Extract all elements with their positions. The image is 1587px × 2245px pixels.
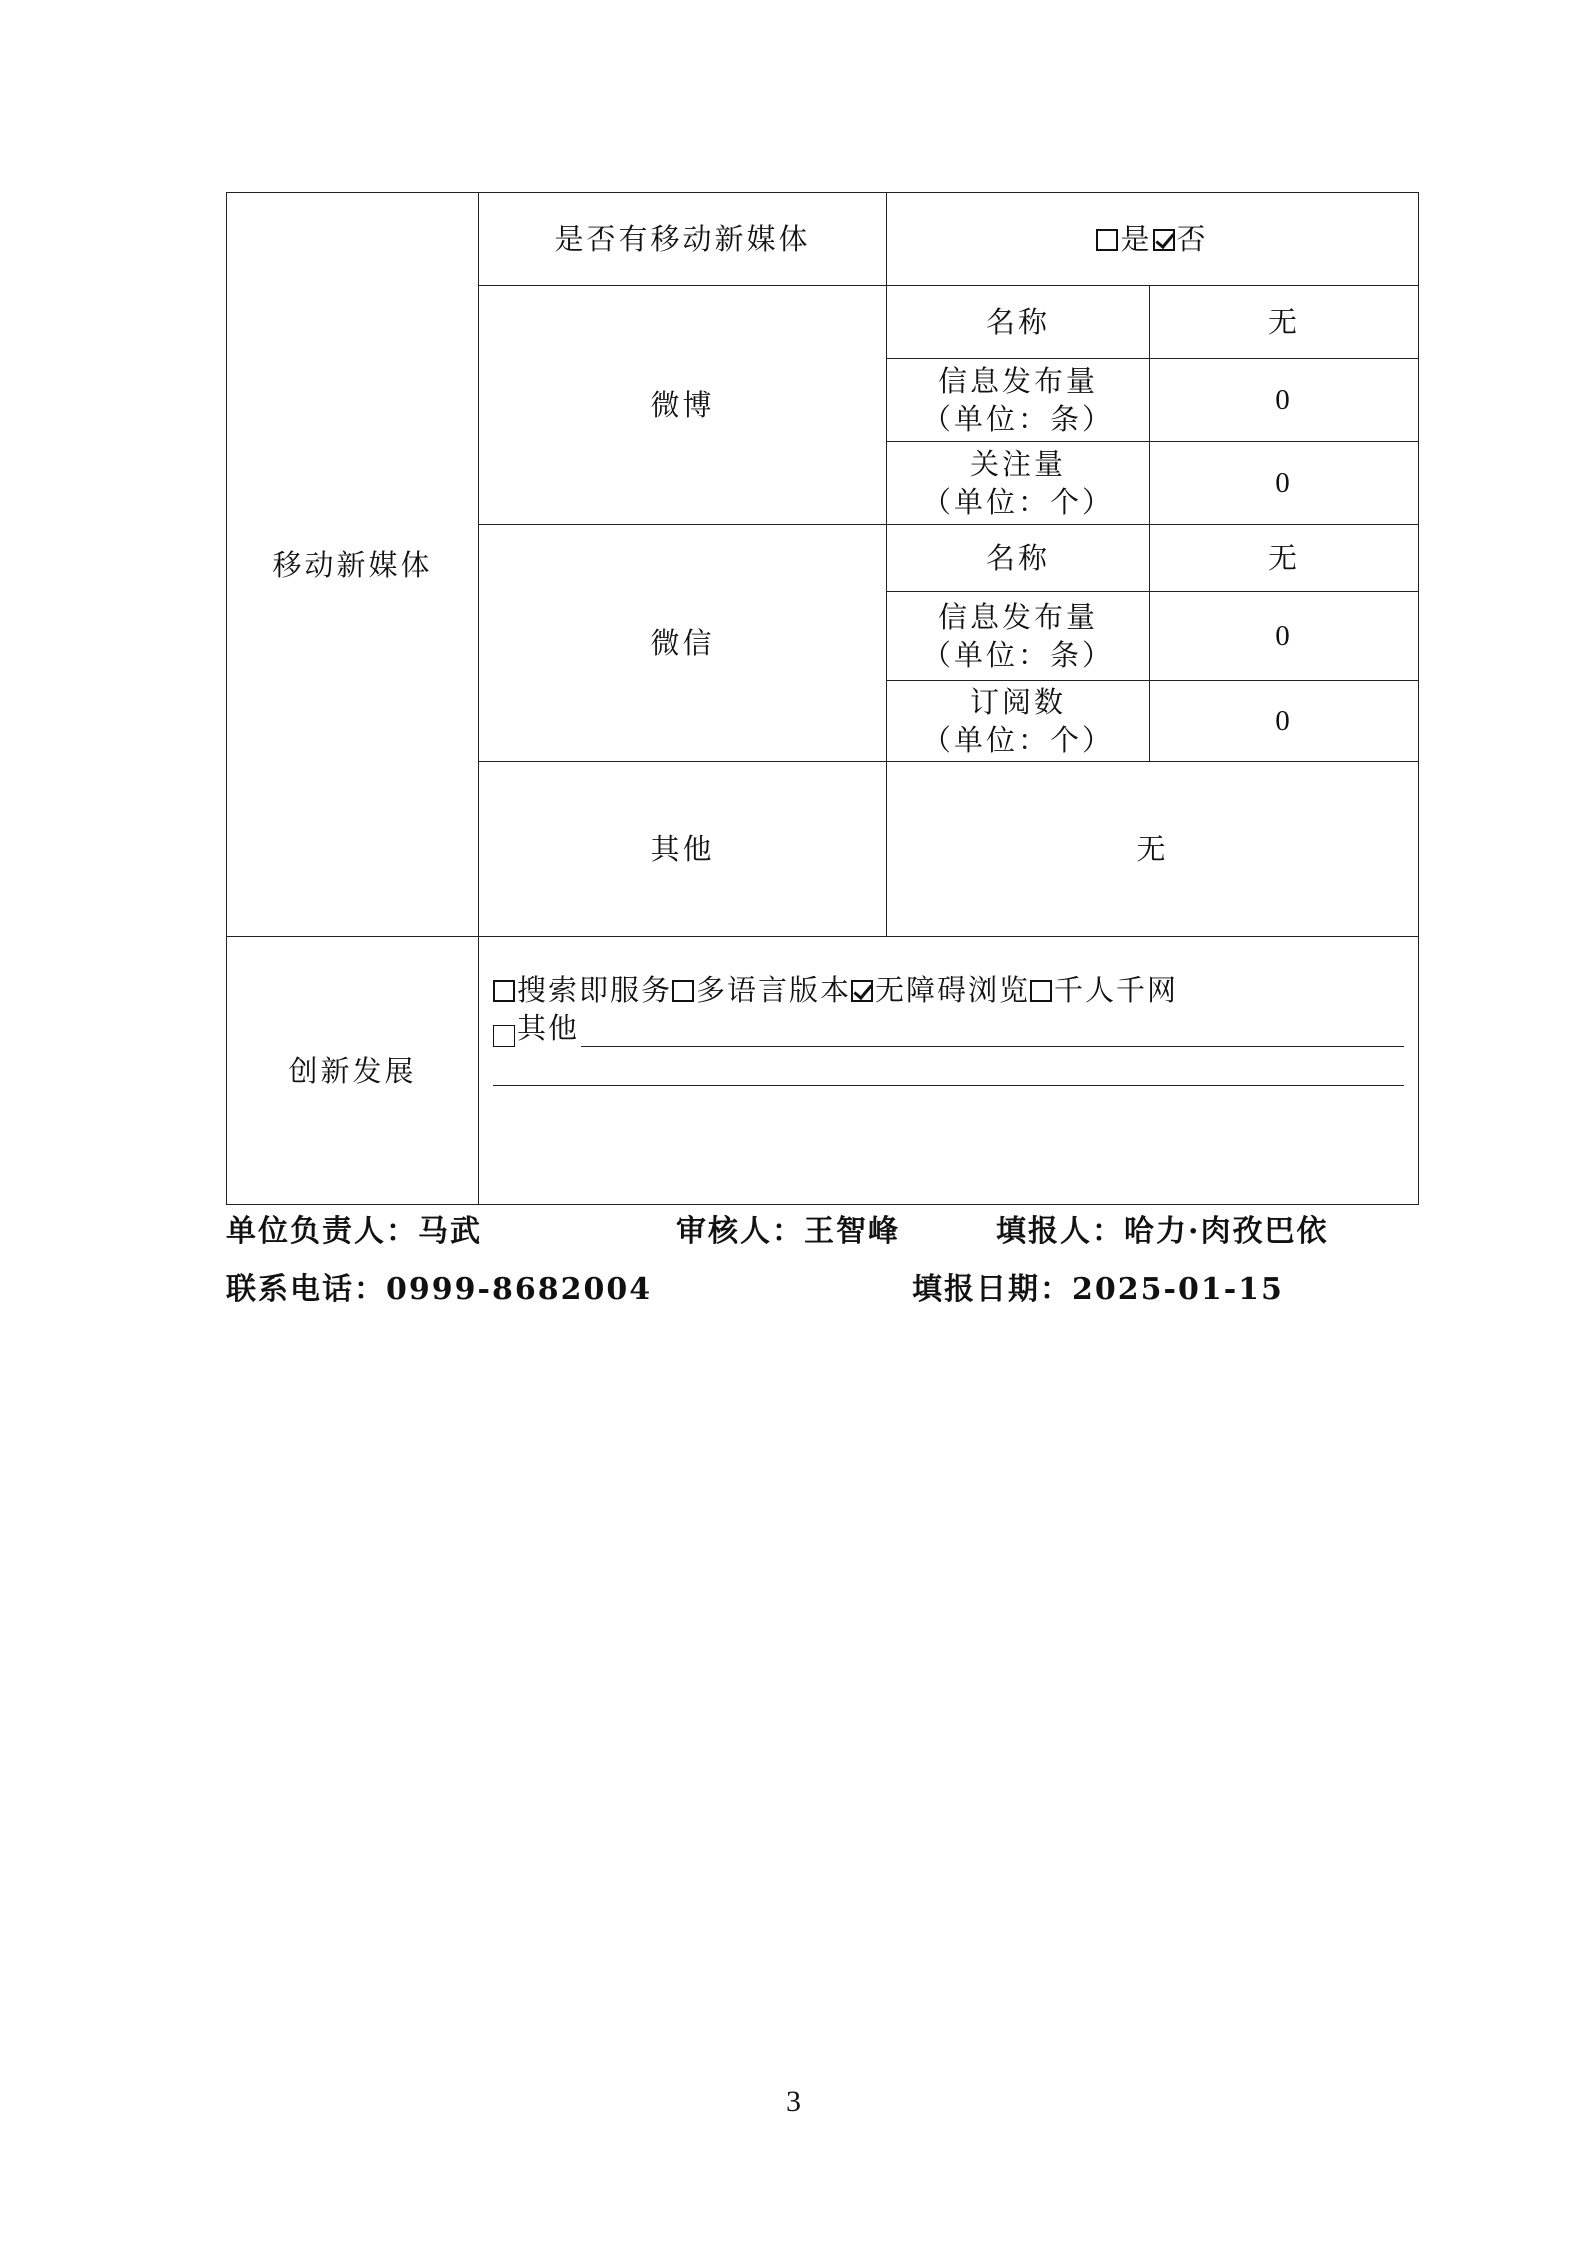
checkbox-multilingual[interactable] — [672, 980, 694, 1002]
checkbox-no[interactable] — [1153, 229, 1175, 251]
weibo-followers-value: 0 — [1150, 442, 1419, 525]
wechat-label: 微信 — [479, 525, 887, 762]
has-media-label: 是否有移动新媒体 — [479, 193, 887, 286]
wechat-posts-label-line2: （单位：条） — [921, 638, 1114, 672]
wechat-subs-label-line2: （单位：个） — [921, 723, 1114, 757]
innovation-options-line — [493, 971, 1404, 1009]
has-media-options — [887, 193, 1419, 286]
checkbox-yes[interactable] — [1096, 229, 1118, 251]
checkbox-search-service[interactable] — [493, 980, 515, 1002]
weibo-followers-label — [887, 442, 1150, 525]
option-other-label: 其他 — [517, 1011, 580, 1045]
checkbox-personalized[interactable] — [1030, 980, 1052, 1002]
wechat-subs-value: 0 — [1150, 681, 1419, 762]
wechat-posts-label — [887, 592, 1150, 681]
checkbox-other[interactable] — [493, 1025, 515, 1047]
weibo-posts-label-line2: （单位：条） — [921, 402, 1114, 436]
option-personalized: 千人千网 — [1054, 973, 1179, 1007]
innovation-label: 创新发展 — [227, 937, 479, 1205]
fill-date: 填报日期：2025-01-15 — [912, 1272, 1284, 1307]
option-multilingual: 多语言版本 — [696, 973, 852, 1007]
wechat-posts-label-line1: 信息发布量 — [937, 600, 1098, 634]
other-value: 无 — [887, 762, 1419, 937]
weibo-posts-label-line1: 信息发布量 — [937, 364, 1098, 398]
innovation-other-row — [493, 1009, 1404, 1047]
mobile-media-table — [226, 192, 1419, 1205]
wechat-posts-value: 0 — [1150, 592, 1419, 681]
filler: 填报人：哈力·肉孜巴依 — [996, 1214, 1329, 1249]
option-search-service: 搜索即服务 — [517, 973, 673, 1007]
weibo-label: 微博 — [479, 286, 887, 525]
reviewer: 审核人：王智峰 — [676, 1214, 900, 1249]
weibo-followers-label-line2: （单位：个） — [921, 485, 1114, 519]
wechat-subs-label-line1: 订阅数 — [969, 685, 1066, 719]
weibo-posts-label — [887, 359, 1150, 442]
option-yes-label: 是 — [1120, 222, 1153, 256]
innovation-options — [479, 937, 1419, 1205]
other-fill-line-2[interactable] — [493, 1047, 1404, 1086]
section-label-mobile-media: 移动新媒体 — [227, 193, 479, 937]
wechat-subs-label — [887, 681, 1150, 762]
other-fill-line[interactable] — [581, 1014, 1404, 1047]
other-label: 其他 — [479, 762, 887, 937]
page-number: 3 — [786, 2085, 801, 2118]
wechat-name-label: 名称 — [887, 525, 1150, 592]
checkbox-accessibility[interactable] — [851, 980, 873, 1002]
weibo-name-value: 无 — [1150, 286, 1419, 359]
option-accessibility: 无障碍浏览 — [875, 973, 1031, 1007]
weibo-posts-value: 0 — [1150, 359, 1419, 442]
option-no-label: 否 — [1176, 222, 1209, 256]
weibo-followers-label-line1: 关注量 — [969, 447, 1066, 481]
unit-head: 单位负责人：马武 — [226, 1214, 482, 1249]
contact-phone: 联系电话：0999-8682004 — [226, 1272, 653, 1307]
wechat-name-value: 无 — [1150, 525, 1419, 592]
weibo-name-label: 名称 — [887, 286, 1150, 359]
